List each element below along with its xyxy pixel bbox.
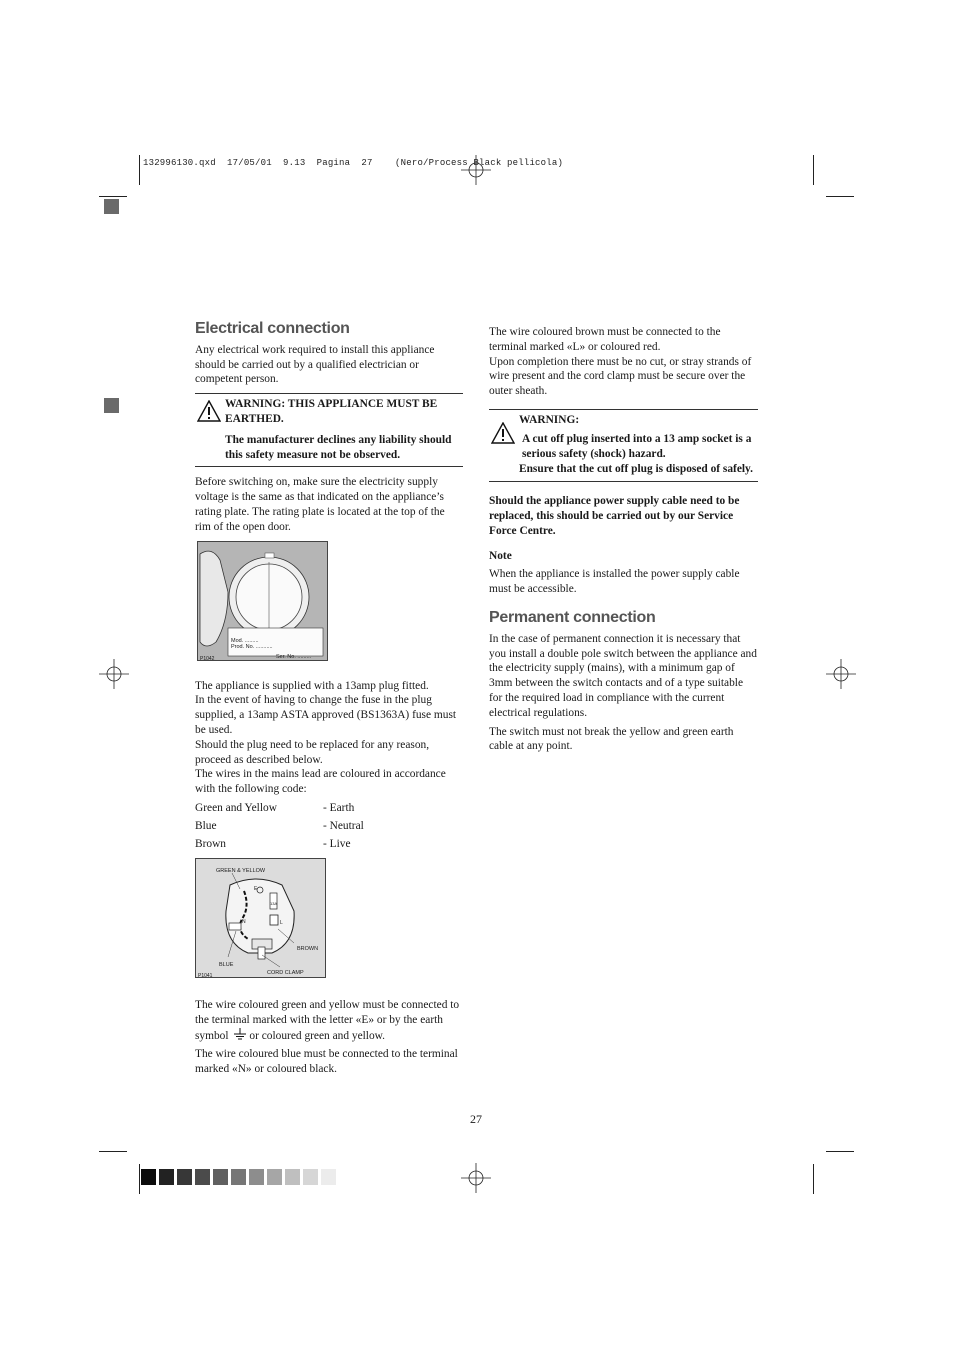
crop-mark: [813, 1164, 814, 1194]
rating-plate-paragraph: Before switching on, make sure the electricity supply voltage is the same as that indicated on the appliance’s rating plate. The rating plate is located at the top of the rim of the open door.: [195, 476, 445, 533]
section-title-electrical: Electrical connection: [195, 320, 350, 337]
color-swatch: [159, 1169, 174, 1185]
warning-line-1: A cut off plug inserted into a 13 amp socket is a serious safety (shock) hazard.: [522, 432, 752, 460]
color-swatch: [195, 1169, 210, 1185]
color-swatch: [285, 1169, 300, 1185]
brown-wire-paragraph: The wire coloured brown must be connected to the terminal marked «L» or coloured red.: [489, 326, 721, 353]
crop-mark: [826, 196, 854, 197]
label-blue: BLUE: [219, 961, 234, 968]
crop-mark: [99, 196, 127, 197]
completion-paragraph: Upon completion there must be no cut, or stray strands of wire present and the cord clamp must be secure over the outer sheath.: [489, 355, 752, 398]
color-calibration-bar: [141, 1169, 336, 1185]
color-swatch: [267, 1169, 282, 1185]
plug-paragraph-2: In the event of having to change the fuse in the plug supplied, a 13amp ASTA approved (BS1363A) fuse must be used.: [195, 694, 457, 736]
wire-colour: Brown: [195, 837, 227, 850]
registration-mark-icon: [826, 659, 856, 689]
label-brown: BROWN: [297, 945, 319, 952]
label-cord-clamp: CORD CLAMP: [267, 969, 304, 976]
wire-code-table: [195, 799, 463, 853]
marker-square: [104, 398, 119, 413]
crop-mark: [826, 1151, 854, 1152]
rating-ser-label: Ser. No. .........: [276, 653, 312, 660]
plug-paragraph-4: The wires in the mains lead are coloured in accordance with the following code:: [195, 768, 446, 796]
crop-mark: [99, 1151, 127, 1152]
wire-meaning: - Earth: [323, 801, 355, 814]
plug-paragraph-3: Should the plug need to be replaced for any reason, proceed as described below.: [195, 738, 430, 766]
blue-wire-paragraph: The wire coloured blue must be connected to the terminal marked «N» or coloured black.: [195, 1048, 458, 1076]
note-title: Note: [489, 549, 512, 562]
crop-mark: [139, 1164, 140, 1194]
terminal-n-label: N: [242, 918, 246, 925]
wire-code-row: [195, 799, 463, 817]
registration-mark-icon: [99, 659, 129, 689]
rating-mod-label: Mod. .........: [231, 637, 259, 644]
earth-paragraph: The wire coloured green and yellow must be connected to the terminal marked with the letter «E» or by the earth symbol: [195, 998, 460, 1042]
warning-title: WARNING:: [519, 413, 580, 426]
warning-triangle-icon: [491, 422, 515, 444]
color-swatch: [249, 1169, 264, 1185]
marker-square: [104, 199, 119, 214]
note-paragraph: When the appliance is installed the power supply cable must be accessible.: [489, 568, 740, 596]
service-paragraph: Should the appliance power supply cable need to be replaced, this should be carried out by our Service Force Centre.: [489, 495, 740, 537]
wire-code-row: [195, 835, 463, 853]
earth-paragraph-end: or coloured green and yellow.: [249, 1029, 385, 1042]
color-swatch: [177, 1169, 192, 1185]
figure-code: P1042: [200, 655, 215, 662]
permanent-paragraph-1: In the case of permanent connection it is necessary that you install a double pole switch between the appliance and the electricity supply (mains), with a minimum gap of 3mm between the switch contacts and of a type suitable for the required load in compliance with the current electrical regulations.: [489, 632, 757, 719]
intro-paragraph: Any electrical work required to install this appliance should be carried out by a qualified electrician or competent person.: [195, 343, 435, 386]
registration-mark-icon: [461, 1163, 491, 1193]
wire-meaning: - Neutral: [323, 819, 364, 832]
wire-colour: Blue: [195, 819, 217, 832]
rating-plate-figure: [197, 541, 328, 661]
terminal-e-label: E: [254, 885, 258, 892]
plug-paragraph-1: The appliance is supplied with a 13amp plug fitted.: [195, 679, 429, 692]
warning-body: The manufacturer declines any liability should this safety measure not be observed.: [225, 433, 452, 461]
color-swatch: [213, 1169, 228, 1185]
crop-mark: [139, 155, 140, 185]
warning-title: WARNING: THIS APPLIANCE MUST BE EARTHED.: [225, 398, 438, 425]
right-column: [489, 325, 758, 758]
fuse-label: 13A: [270, 900, 278, 906]
wire-code-row: [195, 817, 463, 835]
page-number: 27: [470, 1112, 482, 1126]
color-swatch: [303, 1169, 318, 1185]
color-swatch: [321, 1169, 336, 1185]
earthing-warning-box: [195, 393, 463, 467]
permanent-paragraph-2: The switch must not break the yellow and green earth cable at any point.: [489, 725, 734, 753]
warning-triangle-icon: [197, 400, 221, 422]
earth-symbol-icon: [234, 1028, 246, 1040]
cut-off-plug-warning-box: [489, 409, 758, 482]
crop-mark: [813, 155, 814, 185]
wire-meaning: - Live: [323, 837, 351, 850]
section-title-permanent: Permanent connection: [489, 608, 656, 626]
wire-colour: Green and Yellow: [195, 801, 277, 814]
plug-wiring-figure: [195, 858, 326, 978]
printer-slug: 132996130.qxd 17/05/01 9.13 Pagina 27 (Nero/Process Black pellicola): [143, 158, 564, 168]
rating-prod-label: Prod. No. ...........: [231, 643, 273, 650]
registration-mark-icon: [461, 155, 491, 185]
color-swatch: [231, 1169, 246, 1185]
left-column: [195, 322, 463, 1081]
terminal-l-label: L: [280, 919, 283, 926]
warning-line-2: Ensure that the cut off plug is disposed of safely.: [519, 463, 753, 476]
figure-code: P1041: [198, 972, 213, 979]
label-green-yellow: GREEN & YELLOW: [216, 867, 266, 874]
color-swatch: [141, 1169, 156, 1185]
